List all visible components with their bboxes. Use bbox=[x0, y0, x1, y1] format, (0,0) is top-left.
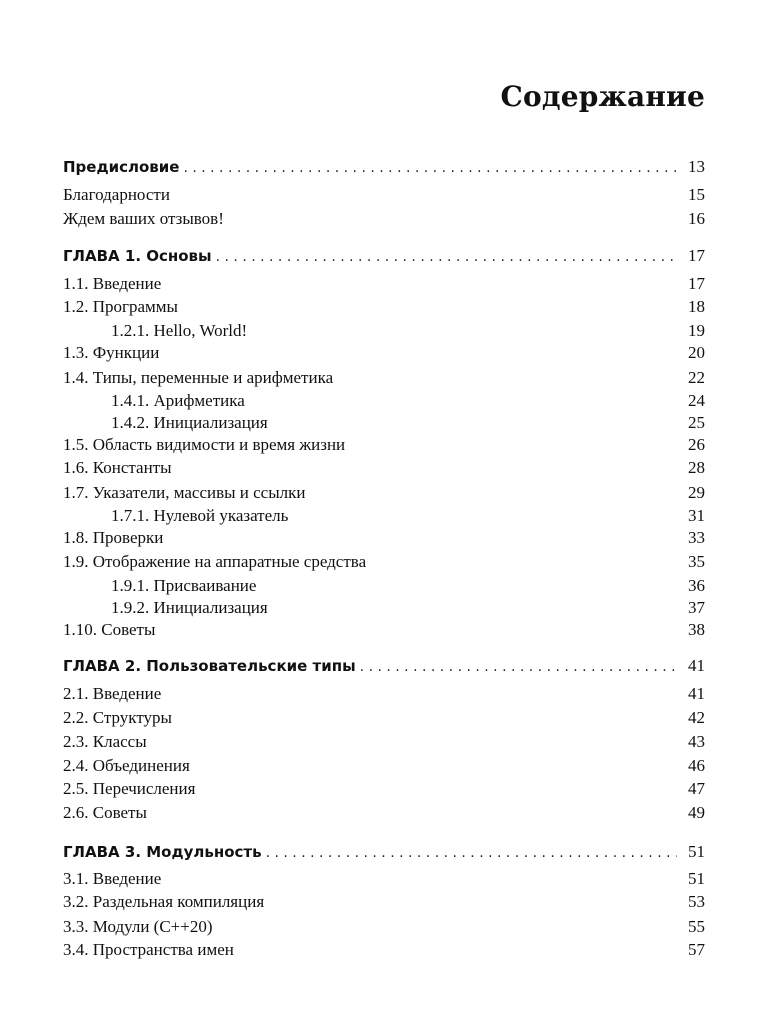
toc-entry[interactable] bbox=[63, 778, 705, 800]
toc-page-number: 37 bbox=[688, 598, 705, 617]
toc-page-number: 38 bbox=[688, 620, 705, 639]
toc-entry-label: Благодарности bbox=[63, 185, 170, 204]
toc-page-number: 33 bbox=[688, 528, 705, 547]
toc-entry-label: 2.2. Структуры bbox=[63, 708, 172, 727]
toc-entry-label: 1.6. Константы bbox=[63, 458, 172, 477]
toc-page-number: 42 bbox=[688, 708, 705, 727]
toc-entry[interactable] bbox=[63, 683, 705, 705]
toc-page-number: 28 bbox=[688, 458, 705, 477]
toc-page-number: 19 bbox=[688, 321, 705, 340]
toc-subentry[interactable] bbox=[63, 412, 705, 434]
toc-entry-label: ГЛАВА 3. Модульность bbox=[63, 843, 262, 861]
toc-page-number: 17 bbox=[688, 246, 705, 265]
toc-entry[interactable] bbox=[63, 939, 705, 961]
toc-entry-label: 1.9.2. Инициализация bbox=[111, 598, 268, 617]
toc-entry[interactable] bbox=[63, 551, 705, 573]
toc-entry-label: 1.8. Проверки bbox=[63, 528, 164, 547]
toc-page-number: 53 bbox=[688, 892, 705, 911]
toc-entry-label: 1.7. Указатели, массивы и ссылки bbox=[63, 483, 306, 502]
toc-entry-label: 1.4.1. Арифметика bbox=[111, 391, 245, 410]
toc-entry-label: 1.3. Функции bbox=[63, 343, 160, 362]
toc-entry-label: Ждем ваших отзывов! bbox=[63, 209, 224, 228]
toc-subentry[interactable] bbox=[63, 505, 705, 527]
toc-entry-label: 3.2. Раздельная компиляция bbox=[63, 892, 265, 911]
toc-page-number: 55 bbox=[688, 917, 705, 936]
toc-subentry[interactable] bbox=[63, 597, 705, 619]
toc-entry[interactable] bbox=[63, 457, 705, 479]
toc-page-number: 41 bbox=[688, 656, 705, 675]
toc-entry-label: 2.6. Советы bbox=[63, 803, 147, 822]
toc-page-number: 46 bbox=[688, 756, 705, 775]
toc-entry-label: 2.5. Перечисления bbox=[63, 779, 196, 798]
toc-entry[interactable] bbox=[63, 731, 705, 753]
toc-page-number: 24 bbox=[688, 391, 705, 410]
toc-entry-label: 3.3. Модули (C++20) bbox=[63, 917, 213, 936]
toc-page-number: 16 bbox=[688, 209, 705, 228]
toc-page-number: 18 bbox=[688, 297, 705, 316]
toc-subentry[interactable] bbox=[63, 575, 705, 597]
toc-entry-label: 1.2.1. Hello, World! bbox=[111, 321, 248, 340]
toc-entry[interactable] bbox=[63, 868, 705, 890]
toc-entry-label: 1.9. Отображение на аппаратные средства bbox=[63, 552, 367, 571]
toc-entry[interactable] bbox=[63, 273, 705, 295]
dot-leader bbox=[216, 246, 677, 268]
toc-entry-label: 1.1. Введение bbox=[63, 274, 162, 293]
dot-leader bbox=[183, 157, 677, 179]
page-title: Содержание bbox=[500, 80, 705, 113]
toc-entry[interactable] bbox=[63, 208, 705, 230]
toc-subentry[interactable] bbox=[63, 320, 705, 342]
toc-entry[interactable] bbox=[63, 184, 705, 206]
toc-entry-label: 1.9.1. Присваивание bbox=[111, 576, 257, 595]
toc-subentry[interactable] bbox=[63, 390, 705, 412]
toc-entry[interactable] bbox=[63, 916, 705, 938]
toc-entry-label: 3.1. Введение bbox=[63, 869, 162, 888]
toc-page-number: 35 bbox=[688, 552, 705, 571]
toc-entry[interactable] bbox=[63, 891, 705, 913]
toc-page-number: 13 bbox=[688, 157, 705, 176]
toc-page-number: 43 bbox=[688, 732, 705, 751]
toc-entry[interactable] bbox=[63, 342, 705, 364]
toc-chapter-3[interactable] bbox=[63, 841, 705, 863]
toc-entry[interactable] bbox=[63, 527, 705, 549]
toc-entry-label: 1.5. Область видимости и время жизни bbox=[63, 435, 346, 454]
toc-chapter-2[interactable] bbox=[63, 655, 705, 677]
toc-entry[interactable] bbox=[63, 296, 705, 318]
toc-page-number: 20 bbox=[688, 343, 705, 362]
toc-page-number: 57 bbox=[688, 940, 705, 959]
toc-entry[interactable] bbox=[63, 755, 705, 777]
dot-leader bbox=[360, 656, 677, 678]
toc-entry[interactable] bbox=[63, 802, 705, 824]
toc-page-number: 51 bbox=[688, 869, 705, 888]
toc-entry-label: 2.4. Объединения bbox=[63, 756, 190, 775]
toc-page-number: 17 bbox=[688, 274, 705, 293]
toc-page-number: 41 bbox=[688, 684, 705, 703]
toc-page-number: 29 bbox=[688, 483, 705, 502]
toc-entry-label: 1.7.1. Нулевой указатель bbox=[111, 506, 289, 525]
toc-entry[interactable] bbox=[63, 619, 705, 641]
toc-entry-label: Предисловие bbox=[63, 158, 180, 176]
toc-entry[interactable] bbox=[63, 482, 705, 504]
dot-leader bbox=[266, 842, 677, 864]
toc-entry-label: ГЛАВА 1. Основы bbox=[63, 247, 212, 265]
toc-entry-preface[interactable] bbox=[63, 156, 705, 178]
toc-entry-label: 3.4. Пространства имен bbox=[63, 940, 234, 959]
toc-page-number: 25 bbox=[688, 413, 705, 432]
toc-entry-label: 2.1. Введение bbox=[63, 684, 162, 703]
toc-entry-label: 1.2. Программы bbox=[63, 297, 178, 316]
toc-page-number: 22 bbox=[688, 368, 705, 387]
toc-page-number: 36 bbox=[688, 576, 705, 595]
toc-entry-label: 2.3. Классы bbox=[63, 732, 147, 751]
toc-page-number: 26 bbox=[688, 435, 705, 454]
toc-entry-label: 1.10. Советы bbox=[63, 620, 156, 639]
toc-page-number: 47 bbox=[688, 779, 705, 798]
toc-chapter-1[interactable] bbox=[63, 245, 705, 267]
toc-entry[interactable] bbox=[63, 707, 705, 729]
toc-entry[interactable] bbox=[63, 434, 705, 456]
toc-page-number: 49 bbox=[688, 803, 705, 822]
toc-entry-label: 1.4.2. Инициализация bbox=[111, 413, 268, 432]
toc-entry[interactable] bbox=[63, 367, 705, 389]
toc-page-number: 51 bbox=[688, 842, 705, 861]
toc-page-number: 15 bbox=[688, 185, 705, 204]
toc-entry-label: ГЛАВА 2. Пользовательские типы bbox=[63, 657, 356, 675]
toc-page-number: 31 bbox=[688, 506, 705, 525]
toc-entry-label: 1.4. Типы, переменные и арифметика bbox=[63, 368, 334, 387]
